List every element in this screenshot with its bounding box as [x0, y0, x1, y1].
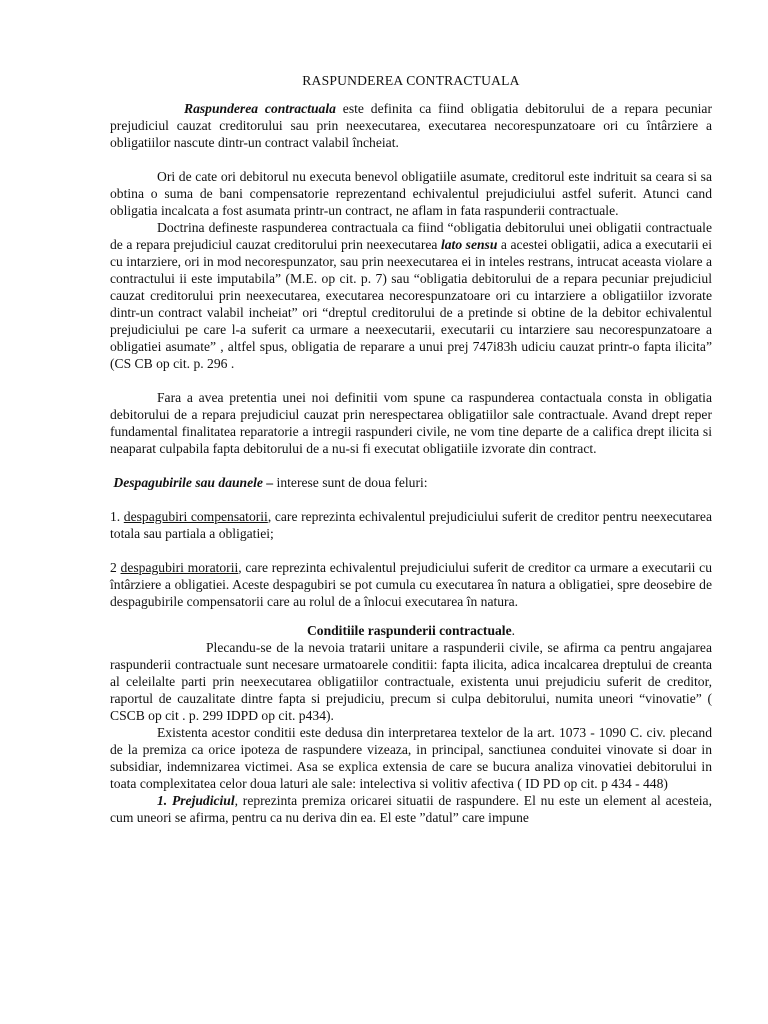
- moratory-term: despagubiri moratorii: [120, 560, 239, 575]
- defined-term: Raspunderea contractuala: [184, 101, 336, 116]
- paragraph-conditions: Plecandu-se de la nevoia tratarii unitare a raspunderii civile, se afirma ca pentru angajarea raspunderii contractuale sunt necesare urmatoarele conditii: fapta ilicita, adica incalcarea dreptului de creanta al celeilalte parti prin neexecutarea obligatiilor contractuale, existenta unui prejudiciu suferit de creditor, raportul de cauzalitate dintre fapta si prejudiciu, precum si culpa debitorului, numita uneori “vinovatie” ( CSCB op cit . p. 299 IDPD op cit. p434).: [110, 640, 712, 723]
- lato-sensu-term: lato sensu: [440, 237, 498, 252]
- section-heading: Conditiile raspunderii contractuale.: [306, 623, 516, 638]
- paragraph-own-definition: Fara a avea pretentia unei noi definitii vom spune ca raspunderea contactuala consta in obligatia debitorului de a repara prejudiciul cauzat prin nerespectarea obligatiilor sale contractuale. Avand drept reper fundamental finalitatea reparatorie a intregii raspunderi civile, ne vom tine departe de a califica drept ilicita si neaparat culpabila fapta debitorului de a nu-si fi executat obligatiile izvorate din contract.: [110, 390, 712, 456]
- definition-paragraph: Raspunderea contractuala este definita ca fiind obligatia debitorului de a repara pecuniar prejudiciul cauzat creditorului sau prin neexecutarea, executarea necorespunzatoare ori cu întârziere a obligatiilor nascute dintr-un contract valabil încheiat.: [110, 101, 712, 150]
- list-item-compensatory: 1. despagubiri compensatorii, care reprezinta echivalentul prejudiciului suferit de creditor pentru neexecutarea totala sau partiala a obligatiei;: [110, 509, 712, 541]
- paragraph-creditor-rights: Ori de cate ori debitorul nu executa benevol obligatiile asumate, creditorul este indrituit sa ceara si sa obtina o suma de bani compensatorie reprezentand echivalentul prejudiciului astfel suferit. Atunci cand obligatia incalcata a fost asumata printr-un contract, ne aflam in fata raspunderii contractuale.: [110, 169, 712, 218]
- paragraph-interpretation: Existenta acestor conditii este dedusa din interpretarea textelor de la art. 1073 - 1090 C. civ. plecand de la premiza ca orice ipoteza de raspundere vizeaza, in principal, sanctiunea conduitei vinovate si doar in subsidiar, indemnizarea victimei. Asa se explica extensia de care se bucura analiza vinovatiei debitorului in toata complexitatea celor doua laturi ale sale: intelectiva si volitiv afectiva ( ID PD op cit. p 434 - 448): [110, 725, 712, 791]
- paragraph-doctrine-definition: Doctrina defineste raspunderea contractuala ca fiind “obligatia debitorului unei obligatii contractuale de a repara prejudiciul cauzat creditorului prin neexecutarea lato sensu a acestei obligatii, adica a executarii ei cu intarziere, ori in mod necorespunzator, sau prin neexecutarea ei in inteles restrans, intrucat aceasta violare a contractului ii este imputabila” (M.E. op cit. p. 7) sau “obligatia debitorului de a repara pecuniar prejudiciul cauzat creditorului prin neexecutarea, executarea necorespunzatoare ori cu intarziere a obligatiilor izvorate dintr-un contract valabil incheiat” ori “dreptul creditorului de a pretinde si obtine de la debitor echivalentul prejudiciului pe care l-a suferit ca urmare a neexecutarii, executarii cu intarziere sau necorespunzatoare a obligatiei asumate” , altfel spus, obligatia de reparare a unui prej 747i83h udiciu cauzat printr-o fapta ilicita” (CS CB op cit. p. 296 .: [110, 220, 712, 371]
- list-item-moratory: 2 despagubiri moratorii, care reprezinta echivalentul prejudiciului suferit de creditor ca urmare a executarii cu întârziere a obligatiei. Aceste despagubiri se pot cumula cu executarea în natura a obligatiei, spre deosebire de despagubirile compensatorii care au rolul de a înlocui executarea în natura.: [110, 560, 713, 609]
- damages-term: Despagubirile sau daunele –: [113, 475, 274, 490]
- paragraph-prejudice: 1. Prejudiciul, reprezinta premiza oricarei situatii de raspundere. El nu este un element al acesteia, cum uneori se afirma, pentru ca nu deriva din ea. El este ”datul” care impune: [110, 793, 712, 825]
- prejudice-term: 1. Prejudiciul: [157, 793, 235, 808]
- compensatory-term: despagubiri compensatorii: [123, 509, 268, 524]
- page-title: RASPUNDEREA CONTRACTUALA: [302, 73, 520, 88]
- paragraph-damages-intro: Despagubirile sau daunele – interese sunt de doua feluri:: [113, 475, 428, 490]
